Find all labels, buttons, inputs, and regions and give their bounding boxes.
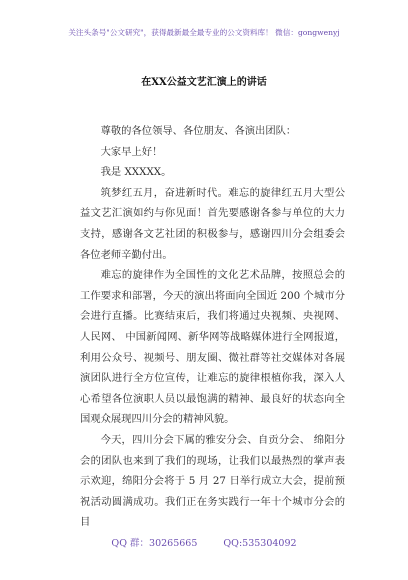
footer-contact: [0, 535, 408, 549]
footer-qq: QQ:535304092: [223, 538, 297, 549]
paragraph-opening: 筑梦红五月，奋进新时代。难忘的旋律红五月大型公益文艺汇演如约与你见面！首先要感谢各参与单位的大力支持，感谢各文艺社团的积极参与，感谢四川分会组委会各位老师辛勤付出。: [80, 186, 345, 261]
paragraph-self-intro: 我是 XXXXX。: [100, 166, 172, 179]
paragraph-brand-broadcast: 难忘的旋律作为全国性的文化艺术品牌，按照总会的工作要求和部署，今天的演出将面向全国近 200 个城市分会进行直播。比赛结束后，我们将通过央视频、央视网、人民网、 中国新闻网、新华网等战略媒体进行全网报道，利用公众号、视频号、朋友圈、微社群等社交媒体对各展演团队进行全方位宣传，让难忘的旋律根植你我，深入人心希望各位演职人员以最饱满的精神、最良好的状态向全国观众展现四川分会的精神风貌。: [80, 269, 345, 426]
paragraph-branches: 今天，四川分会下属的雅安分会、自贡分会、 绵阳分会的团队也来到了我们的现场，让我们以最热烈的掌声表示欢迎，绵阳分会将于 5 月 27 日举行成立大会，提前预祝活动圆满成功。我们正在务实践行一年十个城市分会的目: [80, 433, 345, 529]
document-title: 在XX公益文艺汇演上的讲话: [141, 77, 267, 88]
footer-qq-group: QQ 群：30265665: [111, 538, 198, 549]
header-promo-note: 关注头条号"公文研究"，获得最新最全最专业的公文资料库！ 微信：gongwenyj: [68, 28, 340, 37]
document-body: [80, 121, 345, 533]
paragraph-salutation: 尊敬的各位领导、各位朋友、各演出团队：: [100, 125, 297, 137]
paragraph-greeting: 大家早上好！: [100, 145, 163, 158]
